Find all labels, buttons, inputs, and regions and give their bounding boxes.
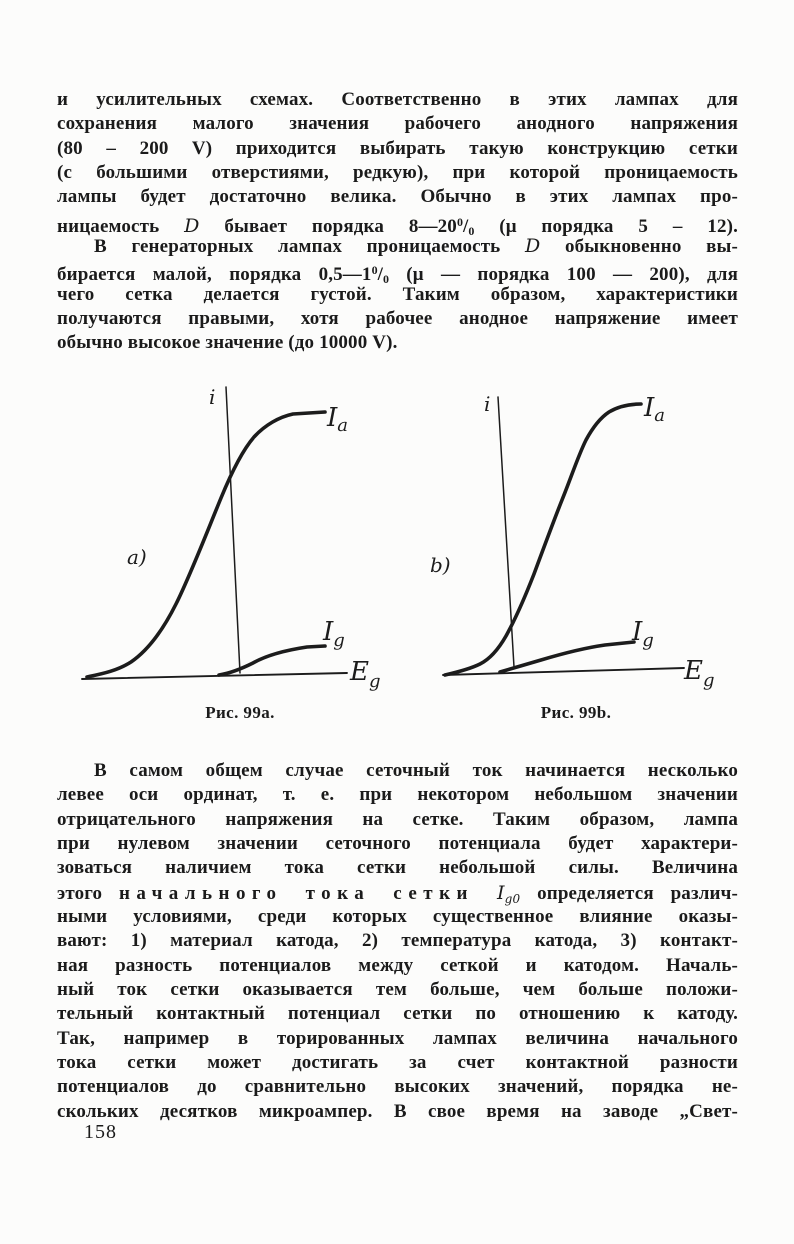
grid-curve-label [322, 617, 345, 651]
text-line: ный ток сетки оказывается тем больше, чем больше положи- [57, 979, 738, 1001]
paragraph-top [57, 88, 738, 356]
grid-current-curve [500, 642, 634, 672]
text-segment: обыкновенно вы- [540, 236, 738, 258]
figure-99b-caption: Рис. 99b. [540, 703, 612, 722]
text-line: зоваться наличием тока сетки небольшой силы. Величина [57, 857, 738, 879]
text-line: Так, например в торированных лампах величина начального [57, 1027, 738, 1049]
x-axis [82, 673, 347, 679]
text-line: лампы будет достаточно велика. Обычно в этих лампах про- [57, 186, 738, 208]
text-line [57, 881, 738, 905]
anode-curve-label-sub: a [654, 405, 666, 426]
text-line: потенциалов до сравнительно высоких значений, порядка не- [57, 1076, 738, 1098]
text-line: сохранения малого значения рабочего анодного напряжения [57, 113, 738, 135]
math-var-I-subscript: g0 [504, 891, 521, 906]
text-line: обычно высокое значение (до 10000 V). [57, 332, 398, 354]
text-line: ная разность потенциалов между сеткой и катодом. Началь- [57, 954, 738, 976]
text-line: чего сетка делается густой. Таким образом, характеристики [57, 283, 738, 305]
percent-superscript: 0 [456, 214, 463, 229]
x-axis-label-main: E [684, 656, 703, 686]
text-line: ными условиями, среди которых существенное влияние оказы- [57, 906, 738, 928]
text-line: скольких десятков микроампер. В свое время на заводе „Свет- [57, 1100, 738, 1122]
percent-slash: / [377, 264, 384, 286]
text-line [57, 234, 738, 258]
text-line: вают: 1) материал катода, 2) температура катода, 3) контакт- [57, 930, 738, 952]
x-axis [443, 668, 684, 675]
text-line: тока сетки может достигать за счет контактной разности [57, 1052, 738, 1074]
text-segment: В генераторных лампах проницаемость [94, 236, 525, 258]
text-line: тельный контактный потенциал сетки по отношению к катоду. [57, 1003, 738, 1025]
math-var-I: I [497, 881, 505, 904]
y-axis-label: i [209, 385, 216, 409]
text-line [57, 210, 738, 238]
grid-current-curve [219, 646, 325, 675]
text-segment: определяется различ- [520, 882, 738, 904]
text-line: отрицательного напряжения на сетке. Таким образом, лампа [57, 808, 738, 830]
figure-99a-plot [69, 384, 381, 699]
y-axis [226, 387, 240, 673]
grid-curve-label-sub: g [333, 630, 345, 651]
anode-current-curve [445, 404, 641, 675]
grid-curve-label-main: I [632, 617, 643, 647]
text-segment: (μ — порядка 100 — 200), для [389, 264, 739, 286]
text-line [57, 258, 739, 287]
letterspaced-text: начального тока сетки [119, 882, 498, 904]
page-number: 158 [84, 1121, 117, 1143]
text-line: В самом общем случае сеточный ток начинается несколько [94, 760, 738, 781]
percent-slash: / [462, 215, 469, 237]
x-axis-label-sub: g [702, 670, 715, 691]
text-line: (80 – 200 V) приходится выбирать такую конструкцию сетки [57, 137, 738, 159]
percent-superscript: 0 [371, 263, 378, 278]
text-segment: бирается малой, порядка 0,5—1 [57, 264, 372, 286]
y-axis-label: i [484, 392, 491, 416]
anode-curve-label [326, 403, 348, 436]
text-line: и усилительных схемах. Соответственно в этих лампах для [57, 89, 738, 110]
anode-curve-label-main: I [644, 393, 655, 423]
text-line: (с большими отверстиями, редкую), при которой проницаемость [57, 162, 738, 184]
grid-curve-label [631, 617, 654, 651]
text-line: получаются правыми, хотя рабочее анодное напряжение имеет [57, 308, 738, 330]
anode-curve-label [643, 393, 665, 426]
x-axis-label-sub: g [368, 671, 381, 692]
anode-curve-label-main: I [327, 403, 338, 433]
text-line: при нулевом значении сеточного потенциала будет характери- [57, 833, 738, 855]
math-var-D: D [525, 235, 541, 258]
text-segment: этого [57, 882, 119, 904]
text-segment: бывает порядка 8—20 [199, 215, 457, 237]
math-var-D: D [184, 214, 200, 237]
x-axis-label-main: E [350, 657, 369, 687]
anode-curve-label-sub: a [337, 415, 349, 436]
percent-subscript: 0 [468, 223, 475, 238]
grid-curve-label-main: I [323, 617, 334, 647]
panel-label: a) [127, 545, 147, 569]
text-segment: ницаемость [57, 215, 185, 237]
figure-99a-caption: Рис. 99a. [205, 703, 275, 722]
x-axis-label [349, 657, 381, 692]
figure-99b-plot [428, 384, 728, 699]
x-axis-label [683, 656, 715, 691]
paragraph-bottom [57, 759, 738, 1124]
grid-curve-label-sub: g [642, 630, 654, 651]
text-line: левее оси ординат, т. е. при некотором небольшом значении [57, 784, 738, 806]
panel-label: b) [430, 553, 451, 577]
anode-current-curve [87, 412, 325, 677]
text-segment: (μ порядка 5 – 12). [474, 215, 738, 237]
percent-subscript: 0 [383, 272, 390, 287]
